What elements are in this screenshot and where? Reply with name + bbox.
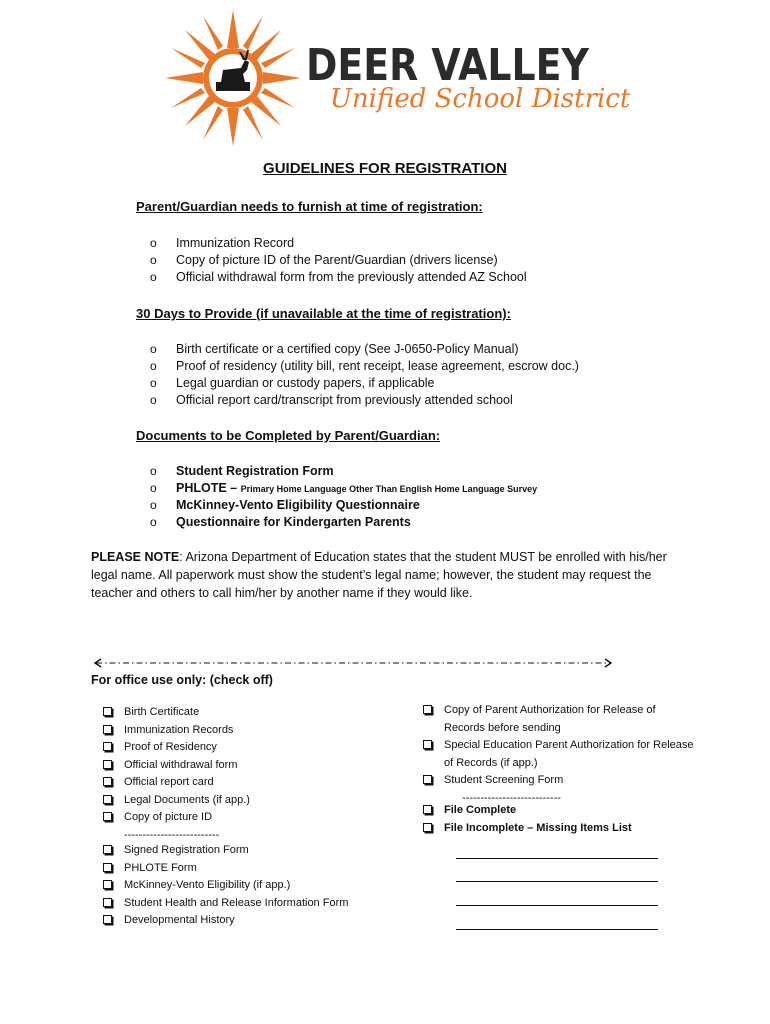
office-use-heading: For office use only: (check off) [91,673,273,687]
checkbox[interactable] [103,812,112,821]
missing-item-line[interactable] [456,881,658,882]
checklist-item: Official report card [102,774,250,792]
checkbox[interactable] [103,880,112,889]
checklist-item: Developmental History [102,912,348,930]
checkbox[interactable] [103,707,112,716]
checkbox[interactable] [423,705,432,714]
checklist-item: Legal Documents (if app.) [102,792,250,810]
checklist-item: Special Education Parent Authorization for Release of Records (if app.) [422,737,694,772]
checkbox[interactable] [103,742,112,751]
checklist-item: Official withdrawal form [102,757,250,775]
phlote-description: Primary Home Language Other Than English Home Language Survey [240,484,538,494]
checkbox[interactable] [423,805,432,814]
file-status-checklist [422,802,632,837]
checklist-item: Student Health and Release Information Form [102,895,348,913]
checklist-item: File Incomplete – Missing Items List [422,820,632,838]
checkbox[interactable] [103,898,112,907]
checkbox[interactable] [423,823,432,832]
district-subtitle: Unified School District [330,84,631,114]
checklist-item: PHLOTE Form [102,860,348,878]
section-30-days-heading: 30 Days to Provide (if unavailable at the time of registration): [136,306,511,321]
missing-item-line[interactable] [456,858,658,859]
separator: --------------------------- [462,791,561,804]
checkbox[interactable] [423,740,432,749]
list-item: o Immunization Record [150,236,295,250]
list-item: o Birth certificate or a certified copy (See J-0650-Policy Manual) [150,342,519,356]
checklist-item: Immunization Records [102,722,250,740]
office-checklist-right [422,702,694,807]
furnish-list [150,235,527,286]
checkbox[interactable] [103,845,112,854]
list-item: o Proof of residency (utility bill, rent receipt, lease agreement, escrow doc.) [150,359,579,373]
checkbox[interactable] [103,795,112,804]
office-checklist-left-2 [102,842,348,930]
office-checklist-left [102,704,250,844]
checkbox[interactable] [103,760,112,769]
list-item: o Official withdrawal form from the previously attended AZ School [150,270,527,284]
checklist-item: Proof of Residency [102,739,250,757]
checkbox[interactable] [103,915,112,924]
checklist-item: Signed Registration Form [102,842,348,860]
checklist-item: Student Screening Form [422,772,694,790]
list-item: o Questionnaire for Kindergarten Parents [150,515,411,529]
checkbox[interactable] [423,775,432,784]
thirty-days-list [150,341,579,409]
missing-item-line[interactable] [456,905,658,906]
page-title: GUIDELINES FOR REGISTRATION [263,160,507,177]
checklist-item: McKinney-Vento Eligibility (if app.) [102,877,348,895]
documents-list [150,463,537,531]
cut-line-divider [92,658,614,668]
missing-item-line[interactable] [456,929,658,930]
checklist-item: Copy of picture ID [102,809,250,827]
checklist-item: File Complete [422,802,632,820]
list-item: o Legal guardian or custody papers, if applicable [150,376,435,390]
list-item: o Copy of picture ID of the Parent/Guardian (drivers license) [150,253,498,267]
list-item: o McKinney-Vento Eligibility Questionnaire [150,498,420,512]
list-item: o Student Registration Form [150,464,334,478]
section-furnish-heading: Parent/Guardian needs to furnish at time of registration: [136,199,483,214]
district-logo-sun-icon [163,8,303,148]
checklist-item: Copy of Parent Authorization for Release of Records before sending [422,702,694,737]
separator: -------------------------- [124,828,220,841]
list-item: o PHLOTE – Primary Home Language Other Than English Home Language Survey [150,481,538,495]
checkbox[interactable] [103,777,112,786]
checklist-item: Birth Certificate [102,704,250,722]
checkbox[interactable] [103,863,112,872]
district-name: DEER VALLEY [306,40,589,91]
please-note-paragraph: PLEASE NOTE: Arizona Department of Education states that the student MUST be enrolled with his/her legal name. All paperwork must show the student’s legal name; however, the student may request the teacher and others to call him/her by another name if they would like. [91,550,667,600]
list-item: o Official report card/transcript from previously attended school [150,393,513,407]
checkbox[interactable] [103,725,112,734]
section-documents-heading: Documents to be Completed by Parent/Guardian: [136,428,441,443]
